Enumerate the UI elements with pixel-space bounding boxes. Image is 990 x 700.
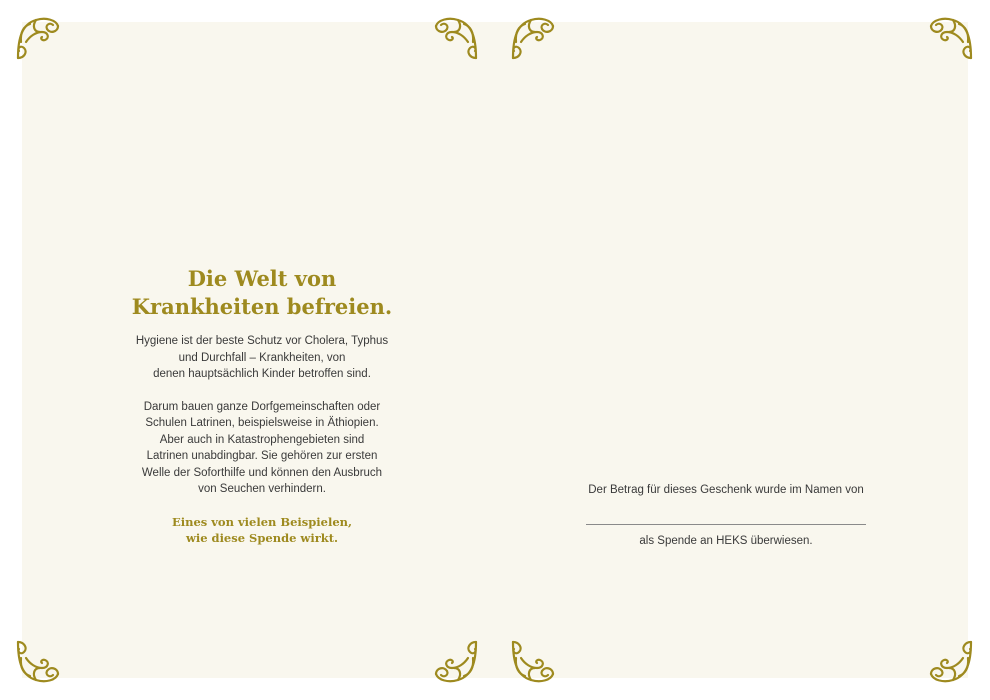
dedication-text: Der Betrag für dieses Geschenk wurde im Namen von [588,484,864,496]
right-page-content [555,482,897,549]
callout [52,514,472,547]
flourish-corner-ornament-icon [507,12,559,64]
paragraph-2-line: Welle der Soforthilfe und können den Ausbruch [141,466,383,479]
body-paragraph-1 [52,333,472,383]
headline-line-2: Krankheiten befreien. [131,294,393,319]
paragraph-1-line: denen hauptsächlich Kinder betroffen sind. [153,368,371,380]
flourish-corner-ornament-icon [12,12,64,64]
callout-line-1: Eines von vielen Beispielen, [171,514,353,529]
paragraph-2-line: Darum bauen ganze Dorfgemeinschaften oder [143,400,381,413]
flourish-corner-ornament-icon [507,636,559,688]
paragraph-2-line: Aber auch in Katastrophengebieten sind [159,433,365,446]
paragraph-1-line: und Durchfall – Krankheiten, von [178,351,346,364]
left-page-content [52,265,472,547]
flourish-corner-ornament-icon [12,636,64,688]
name-signature-line [586,524,866,525]
headline [52,265,472,321]
headline-line-1: Die Welt von [187,266,337,291]
flourish-corner-ornament-icon [925,12,977,64]
transfer-text: als Spende an HEKS überwiesen. [639,535,813,547]
paragraph-1-line: Hygiene ist der beste Schutz vor Cholera, Typhus [135,335,389,347]
paragraph-2-line: Schulen Latrinen, beispielsweise in Äthiopien. [145,417,379,429]
body-paragraph-2 [52,399,472,498]
flourish-corner-ornament-icon [430,12,482,64]
paragraph-2-line: von Seuchen verhindern. [198,483,326,495]
left-page [22,22,495,678]
flourish-corner-ornament-icon [925,636,977,688]
right-page [495,22,968,678]
callout-line-2: wie diese Spende wirkt. [185,531,339,545]
paragraph-2-line: Latrinen unabdingbar. Sie gehören zur ersten [146,450,378,462]
flourish-corner-ornament-icon [430,636,482,688]
